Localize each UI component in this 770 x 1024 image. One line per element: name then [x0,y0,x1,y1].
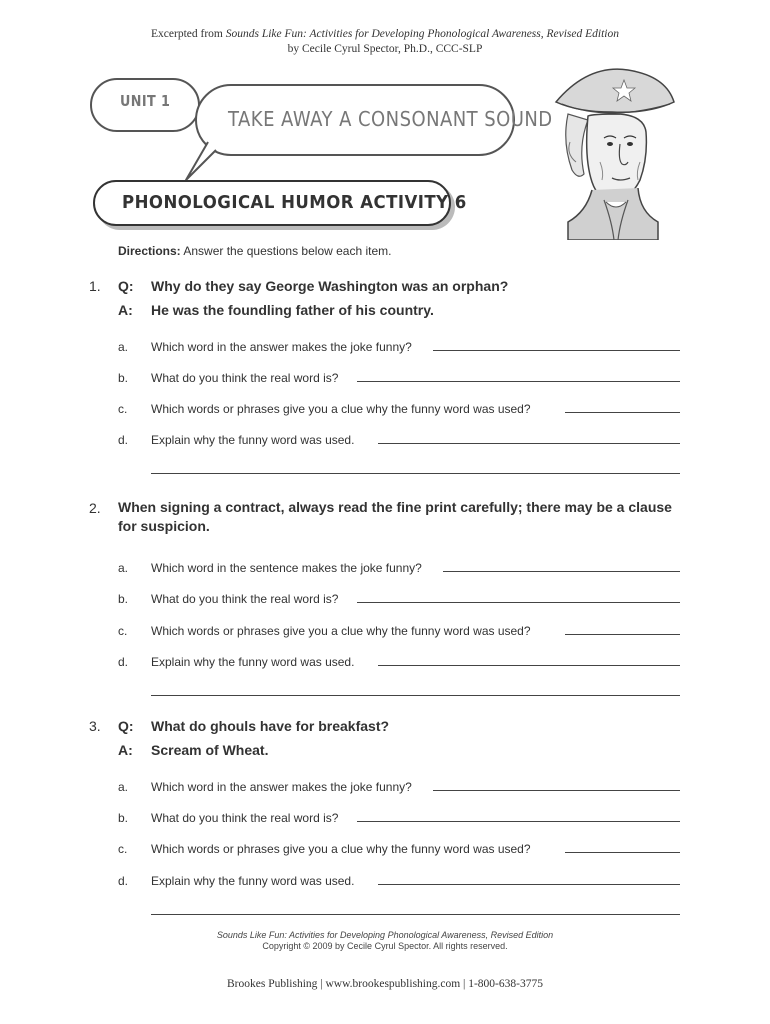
answer-line[interactable] [443,571,680,572]
activity-title: PHONOLOGICAL HUMOR ACTIVITY 6 [122,192,467,213]
topic-label: TAKE AWAY A CONSONANT SOUND [228,107,553,131]
book-title: Sounds Like Fun: Activities for Developing Phonological Awareness, Revised Edition [225,28,619,40]
answer-label: A: [118,302,133,318]
unit-label: UNIT 1 [120,92,171,110]
item-number: 2. [89,500,101,516]
footer-copyright: Copyright © 2009 by Cecile Cyrul Spector. All rights reserved. [262,941,508,951]
answer-line[interactable] [357,602,680,603]
author-line: by Cecile Cyrul Spector, Ph.D., CCC-SLP [287,43,483,55]
sub-prompt: What do you think the real word is? [151,811,339,825]
sub-letter: c. [118,402,128,416]
george-washington-portrait-icon [548,62,676,240]
excerpt-header [0,27,770,57]
answer-line[interactable] [565,634,680,635]
sub-prompt: What do you think the real word is? [151,592,339,606]
directions-text: Answer the questions below each item. [180,244,392,258]
answer-text: Scream of Wheat. [151,742,269,758]
sub-prompt: What do you think the real word is? [151,371,339,385]
sub-prompt: Which word in the sentence makes the joke funny? [151,561,422,575]
excerpt-line [0,27,770,42]
item-number: 3. [89,718,101,734]
answer-line[interactable] [151,914,680,915]
sub-letter: d. [118,433,129,447]
footer-note [0,930,770,952]
answer-line[interactable] [357,821,680,822]
sub-letter: b. [118,592,129,606]
directions-label: Directions: [118,244,181,258]
answer-line[interactable] [357,381,680,382]
item-number: 1. [89,278,101,294]
sub-prompt: Which words or phrases give you a clue why the funny word was used? [151,624,531,638]
sub-letter: a. [118,340,129,354]
statement-text: When signing a contract, always read the fine print carefully; there may be a clause for suspicion. [118,499,672,534]
sub-letter: c. [118,842,128,856]
answer-line[interactable] [433,790,680,791]
answer-line[interactable] [151,695,680,696]
sub-prompt: Which word in the answer makes the joke funny? [151,340,412,354]
sub-prompt: Which words or phrases give you a clue why the funny word was used? [151,842,531,856]
sub-letter: d. [118,874,129,888]
answer-label: A: [118,742,133,758]
question-label: Q: [118,718,134,734]
answer-line[interactable] [378,665,680,666]
sub-letter: d. [118,655,129,669]
speech-bubble-tail [180,140,220,184]
sub-prompt: Explain why the funny word was used. [151,655,355,669]
answer-line[interactable] [378,443,680,444]
sub-prompt: Which words or phrases give you a clue why the funny word was used? [151,402,531,416]
question-label: Q: [118,278,134,294]
answer-line[interactable] [433,350,680,351]
sub-prompt: Explain why the funny word was used. [151,874,355,888]
answer-line[interactable] [565,412,680,413]
sub-prompt: Which word in the answer makes the joke funny? [151,780,412,794]
sub-letter: b. [118,811,129,825]
sub-prompt: Explain why the funny word was used. [151,433,355,447]
directions [118,244,391,258]
question-text: What do ghouls have for breakfast? [151,718,390,734]
footer-publisher: Brookes Publishing | www.brookespublishing.com | 1-800-638-3775 [227,978,543,990]
answer-line[interactable] [378,884,680,885]
sub-letter: a. [118,561,129,575]
sub-letter: c. [118,624,128,638]
answer-line[interactable] [565,852,680,853]
footer-book-title: Sounds Like Fun: Activities for Developing Phonological Awareness, Revised Edition [216,930,554,940]
answer-line[interactable] [151,473,680,474]
sub-letter: b. [118,371,129,385]
question-text: Why do they say George Washington was an orphan? [151,278,509,294]
excerpt-prefix: Excerpted from [151,28,226,40]
answer-text: He was the foundling father of his country. [151,302,434,318]
sub-letter: a. [118,780,129,794]
